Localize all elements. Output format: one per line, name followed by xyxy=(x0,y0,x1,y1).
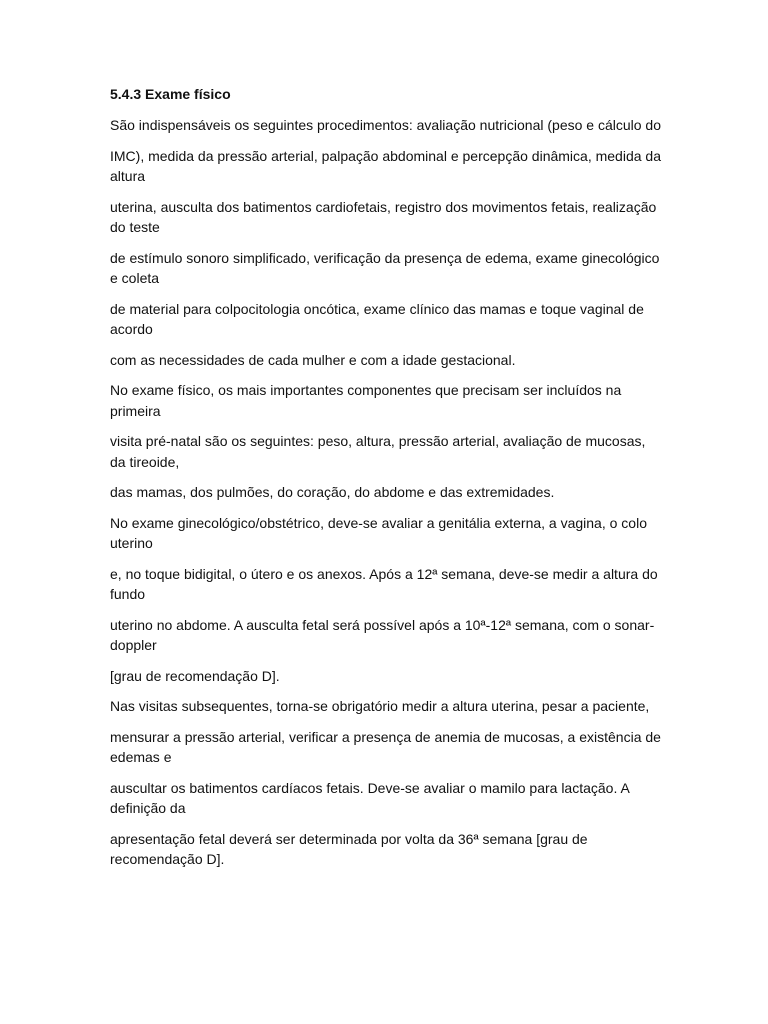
paragraph: IMC), medida da pressão arterial, palpação abdominal e percepção dinâmica, medida da altura xyxy=(110,147,661,184)
document-page xyxy=(110,84,662,880)
paragraph: São indispensáveis os seguintes procedimentos: avaliação nutricional (peso e cálculo do xyxy=(110,117,661,133)
paragraph: visita pré-natal são os seguintes: peso, altura, pressão arterial, avaliação de mucosas, da tireoide, xyxy=(110,433,646,470)
paragraph: No exame ginecológico/obstétrico, deve-se avaliar a genitália externa, a vagina, o colo uterino xyxy=(110,514,647,551)
paragraph: No exame físico, os mais importantes componentes que precisam ser incluídos na primeira xyxy=(110,382,622,419)
paragraph: de material para colpocitologia oncótica, exame clínico das mamas e toque vaginal de acordo xyxy=(110,300,644,337)
paragraph: uterina, ausculta dos batimentos cardiofetais, registro dos movimentos fetais, realização do teste xyxy=(110,198,657,235)
paragraph: mensurar a pressão arterial, verificar a presença de anemia de mucosas, a existência de edemas e xyxy=(110,728,661,765)
section-heading: 5.4.3 Exame físico xyxy=(110,86,231,102)
paragraph: das mamas, dos pulmões, do coração, do abdome e das extremidades. xyxy=(110,484,555,500)
paragraph: Nas visitas subsequentes, torna-se obrigatório medir a altura uterina, pesar a paciente, xyxy=(110,698,650,714)
paragraph: auscultar os batimentos cardíacos fetais. Deve-se avaliar o mamilo para lactação. A definição da xyxy=(110,779,630,816)
paragraph: de estímulo sonoro simplificado, verificação da presença de edema, exame ginecológico e coleta xyxy=(110,249,660,286)
paragraph: e, no toque bidigital, o útero e os anexos. Após a 12ª semana, deve-se medir a altura do fundo xyxy=(110,565,658,602)
paragraph: uterino no abdome. A ausculta fetal será possível após a 10ª-12ª semana, com o sonar-doppler xyxy=(110,616,655,653)
paragraph: com as necessidades de cada mulher e com a idade gestacional. xyxy=(110,351,516,368)
paragraph: apresentação fetal deverá ser determinada por volta da 36ª semana [grau de recomendação D]. xyxy=(110,830,588,867)
paragraph: [grau de recomendação D]. xyxy=(110,667,280,684)
